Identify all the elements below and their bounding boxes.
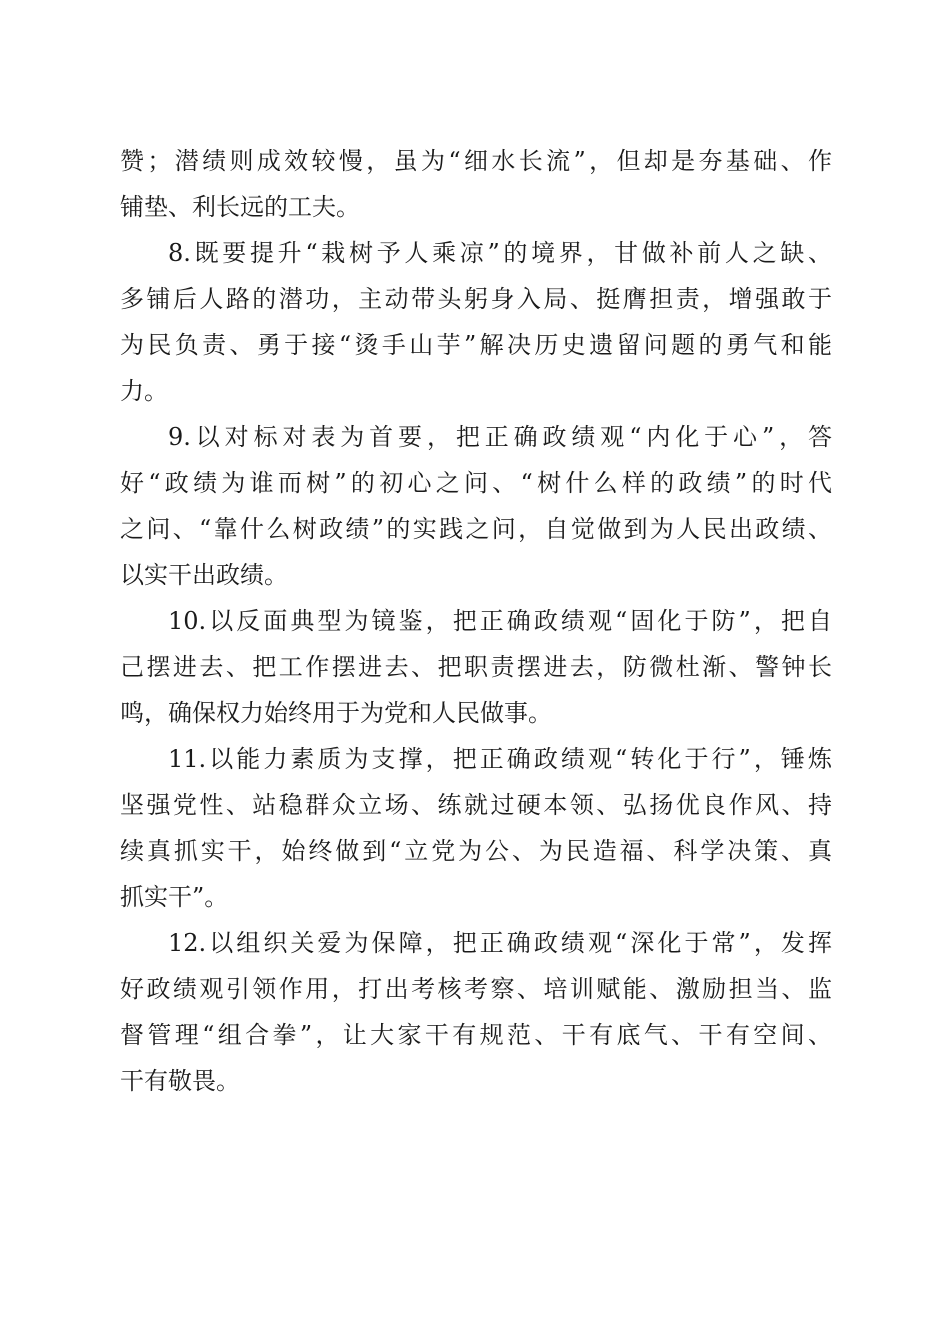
paragraph-9-line: 之问、“靠什么树政绩”的实践之问，自觉做到为人民出政绩、 [120, 515, 832, 543]
paragraph-11-line: 抓实干”。 [120, 883, 229, 911]
paragraph-8-line: 多铺后人路的潜功，主动带头躬身入局、挺膺担责，增强敢于 [120, 285, 832, 313]
paragraph-8-line: 8.既要提升“栽树予人乘凉”的境界，甘做补前人之缺、 [168, 239, 832, 267]
paragraph-line: 铺垫、利长远的工夫。 [120, 193, 360, 221]
paragraph-12-line: 督管理“组合拳”，让大家干有规范、干有底气、干有空间、 [120, 1021, 832, 1049]
paragraph-11-line: 11.以能力素质为支撑，把正确政绩观“转化于行”，锤炼 [168, 745, 832, 773]
paragraph-12-line: 12.以组织关爱为保障，把正确政绩观“深化于常”，发挥 [168, 929, 832, 957]
paragraph-line: 赞；潜绩则成效较慢，虽为“细水长流”，但却是夯基础、作 [120, 147, 832, 175]
paragraph-8-line: 力。 [120, 377, 168, 405]
paragraph-9-line: 9.以对标对表为首要，把正确政绩观“内化于心”，答 [168, 423, 832, 451]
body-text [120, 138, 832, 1104]
paragraph-9-line: 好“政绩为谁而树”的初心之问、“树什么样的政绩”的时代 [120, 469, 832, 497]
paragraph-10-line: 己摆进去、把工作摆进去、把职责摆进去，防微杜渐、警钟长 [120, 653, 832, 681]
paragraph-9-line: 以实干出政绩。 [120, 561, 288, 589]
paragraph-11-line: 续真抓实干，始终做到“立党为公、为民造福、科学决策、真 [120, 837, 832, 865]
paragraph-11-line: 坚强党性、站稳群众立场、练就过硬本领、弘扬优良作风、持 [120, 791, 832, 819]
paragraph-10-line: 10.以反面典型为镜鉴，把正确政绩观“固化于防”，把自 [168, 607, 832, 635]
paragraph-10-line: 鸣，确保权力始终用于为党和人民做事。 [120, 699, 552, 727]
paragraph-12-line: 干有敬畏。 [120, 1067, 240, 1095]
paragraph-12-line: 好政绩观引领作用，打出考核考察、培训赋能、激励担当、监 [120, 975, 832, 1003]
paragraph-8-line: 为民负责、勇于接“烫手山芋”解决历史遗留问题的勇气和能 [120, 331, 832, 359]
